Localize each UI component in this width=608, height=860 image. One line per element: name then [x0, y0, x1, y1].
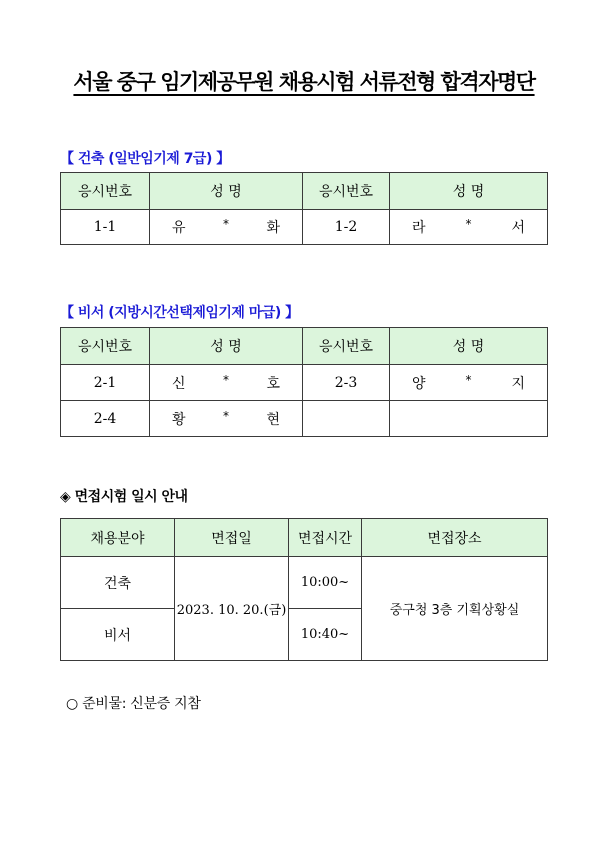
table-header-row	[61, 328, 548, 365]
interview-place: 중구청 3층 기획상황실	[362, 557, 548, 661]
section-heading-secretary: 【 비서 (지방시간선택제임기제 마급) 】	[60, 305, 299, 321]
recruitment-field: 비서	[61, 609, 175, 661]
applicant-name: 양 * 지	[390, 365, 548, 401]
empty-cell	[390, 401, 548, 437]
secretary-pass-table	[60, 327, 548, 437]
column-header: 성 명	[150, 173, 303, 210]
interview-time: 10:00~	[289, 557, 362, 609]
table-row	[61, 401, 548, 437]
column-header: 면접시간	[289, 519, 362, 557]
table-row	[61, 557, 548, 609]
interview-time: 10:40~	[289, 609, 362, 661]
column-header: 성 명	[390, 173, 548, 210]
preparation-note: ○ 준비물: 신분증 지참	[66, 696, 201, 712]
applicant-name: 황 * 현	[150, 401, 303, 437]
applicant-name: 신 * 호	[150, 365, 303, 401]
applicant-name: 라 * 서	[390, 210, 548, 245]
architecture-pass-table	[60, 172, 548, 245]
column-header: 응시번호	[61, 173, 150, 210]
table-header-row	[61, 519, 548, 557]
applicant-number: 1-2	[303, 210, 390, 245]
table-header-row	[61, 173, 548, 210]
recruitment-field: 건축	[61, 557, 175, 609]
column-header: 응시번호	[303, 328, 390, 365]
column-header: 면접일	[175, 519, 289, 557]
table-row	[61, 210, 548, 245]
column-header: 성 명	[150, 328, 303, 365]
interview-schedule-table	[60, 518, 548, 661]
column-header: 채용분야	[61, 519, 175, 557]
column-header: 성 명	[390, 328, 548, 365]
interview-date: 2023. 10. 20.(금)	[175, 557, 289, 661]
applicant-name: 유 * 화	[150, 210, 303, 245]
section-heading-architecture: 【 건축 (일반임기제 7급) 】	[60, 151, 230, 167]
column-header: 응시번호	[303, 173, 390, 210]
empty-cell	[303, 401, 390, 437]
table-row	[61, 365, 548, 401]
applicant-number: 2-1	[61, 365, 150, 401]
column-header: 면접장소	[362, 519, 548, 557]
applicant-number: 2-4	[61, 401, 150, 437]
applicant-number: 1-1	[61, 210, 150, 245]
column-header: 응시번호	[61, 328, 150, 365]
interview-heading: ◈ 면접시험 일시 안내	[60, 489, 188, 505]
page-title: 서울 중구 임기제공무원 채용시험 서류전형 합격자명단	[73, 70, 535, 94]
applicant-number: 2-3	[303, 365, 390, 401]
